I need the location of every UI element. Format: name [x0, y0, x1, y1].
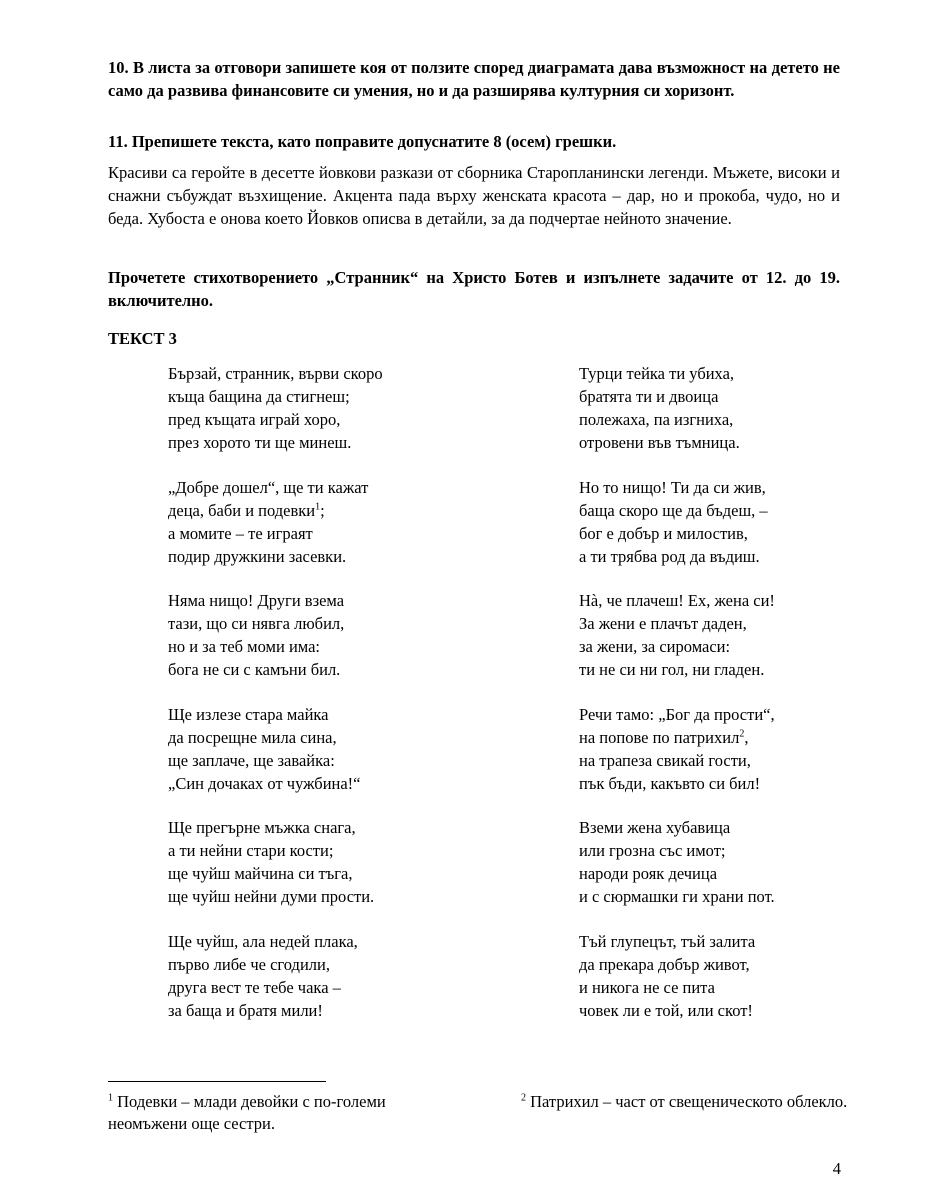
poem-line-text: на трапеза свикай гости, [579, 750, 751, 770]
poem-line-text: къща бащина да стигнеш; [168, 387, 350, 406]
poem-left-column [168, 362, 468, 1043]
poem-line [579, 385, 879, 408]
poem-line-text: а момите – те играят [168, 523, 313, 543]
poem-line-text: деца, баби и подевки [168, 500, 316, 520]
poem-line [579, 816, 879, 839]
poem-line-text: Турци тейка ти убиха, [579, 364, 735, 383]
poem-stanza [168, 362, 468, 454]
task-11: 11. Препишете текста, като поправите допуснатите 8 (осем) грешки. [108, 132, 617, 151]
poem-line [168, 930, 468, 953]
poem-line [579, 522, 879, 545]
poem-line [168, 408, 468, 431]
poem-line [168, 976, 468, 999]
poem-line [579, 749, 879, 772]
poem-line [168, 362, 468, 385]
poem-line [579, 362, 879, 385]
poem-line [579, 885, 879, 908]
poem-line [579, 589, 879, 612]
poem-line [579, 703, 879, 726]
poem-line-text: да посрещне мила сина, [168, 727, 337, 747]
poem-line-text: през хорото ти ще минеш. [168, 433, 352, 452]
page-number: 4 [832, 1159, 841, 1178]
poem-line-text: „Син дочаках от чужбина!“ [168, 773, 361, 793]
poem-line [168, 522, 468, 545]
poem-line-text: или грозна със имот; [579, 841, 726, 860]
poem-line [168, 385, 468, 408]
poem-line-text: а ти нейни стари кости; [168, 841, 334, 860]
poem-line-text: Речи тамо: „Бог да прости“, [579, 704, 775, 724]
poem-line-text: бог е добър и милостив, [579, 523, 748, 543]
poem-line [168, 476, 468, 499]
poem-line-text: Тъй глупецът, тъй залита [579, 931, 756, 951]
footnote-2-text: Патрихил – част от свещеническото облекло. [526, 1092, 848, 1111]
poem-line [579, 476, 879, 499]
poem-line-text: пред къщата играй хоро, [168, 410, 341, 429]
footnote-separator [108, 1081, 326, 1082]
poem-line-text: ти не си ни гол, ни гладен. [579, 660, 765, 679]
poem-stanza [168, 703, 468, 795]
poem-line-text: Бързай, странник, върви скоро [168, 364, 383, 383]
poem-stanza [168, 816, 468, 908]
text-3-heading: ТЕКСТ 3 [108, 329, 177, 348]
poem-line-text: бога не си с камъни бил. [168, 660, 341, 679]
poem-line-text: на попове по патрихил [579, 727, 740, 747]
poem-line [579, 930, 879, 953]
poem-line-text: народи рояк дечица [579, 864, 718, 883]
poem-line [168, 635, 468, 658]
poem-line [579, 635, 879, 658]
poem-stanza [579, 362, 879, 454]
poem-line [579, 839, 879, 862]
punctuation: , [744, 727, 749, 747]
poem-line-text: отровени във тъмница. [579, 433, 740, 452]
footnote-1-number: 1 [108, 1092, 113, 1104]
poem-line [168, 953, 468, 976]
poem-line-text: и с сюрмашки ги храни пот. [579, 887, 775, 906]
poem-stanza [579, 930, 879, 1022]
poem-line-text: Няма нищо! Други взема [168, 591, 345, 610]
poem-line-text: друга вест те тебе чака – [168, 977, 341, 997]
poem-line [579, 976, 879, 999]
poem-line [168, 862, 468, 885]
poem-stanza [168, 589, 468, 681]
poem-line-text: за баща и братя мили! [168, 1000, 323, 1020]
poem-line [579, 999, 879, 1022]
poem-line-text: и никога не се пита [579, 977, 715, 997]
poem-line [168, 816, 468, 839]
poem-stanza [579, 816, 879, 908]
footnote-1 [108, 1091, 438, 1135]
poem-line [168, 703, 468, 726]
footnote-ref-1: 1 [315, 501, 321, 512]
poem-line-text: тази, що си нявга любил, [168, 614, 345, 633]
poem-stanza [168, 930, 468, 1022]
poem-line [168, 772, 468, 795]
poem-line [579, 658, 879, 681]
poem-line-text: „Добре дошел“, ще ти кажат [168, 477, 369, 497]
footnote-2-number: 2 [521, 1092, 526, 1104]
poem-line-text: За жени е плачът даден, [579, 614, 747, 633]
footnote-ref-2: 2 [739, 728, 745, 739]
poem-line-text: баща скоро ще да бъдеш, – [579, 500, 768, 520]
poem-line-text: Нà, че плачеш! Ех, жена си! [579, 591, 775, 610]
poem-line [579, 772, 879, 795]
poem-line [579, 726, 879, 749]
poem-line-text: ще заплаче, ще завайка: [168, 750, 335, 770]
poem-stanza [579, 476, 879, 568]
poem-line-text: Ще чуйш, ала недей плака, [168, 931, 358, 951]
poem-line-text: човек ли е той, или скот! [579, 1000, 753, 1020]
poem-line-text: подир дружкини засевки. [168, 546, 347, 566]
poem-line [168, 431, 468, 454]
poem-line [168, 885, 468, 908]
task-11-text: Красиви са геройте в десетте йовкови разкази от сборника Старопланински легенди. Мъжете, високи и снажни събуждат възхищение. Акцента пада върху женската красота – дар, но и прокоба, чудо, но и беда. Хубоста е онова което Йовков описва в детайли, за да подчертае нейното значение. [108, 163, 840, 228]
poem-line [579, 431, 879, 454]
poem-line [168, 499, 468, 522]
poem-stanza [579, 703, 879, 795]
poem-line-text: Вземи жена хубавица [579, 818, 731, 837]
poem-line-text: Ще излезе стара майка [168, 704, 329, 724]
poem-line-text: братята ти и двоица [579, 387, 719, 406]
poem-line-text: за жени, за сиромаси: [579, 637, 731, 656]
poem-line-text: ще чуйш майчина си тъга, [168, 864, 353, 883]
poem-line [168, 726, 468, 749]
poem-stanza [579, 589, 879, 681]
poem-line-text: Но то нищо! Ти да си жив, [579, 477, 766, 497]
poem-line [168, 658, 468, 681]
poem-instruction: Прочетете стихотворението „Странник“ на Христо Ботев и изпълнете задачите от 12. до 19. включително. [108, 268, 840, 310]
footnote-2 [521, 1091, 851, 1113]
poem-line-text: Ще прегърне мъжка снага, [168, 818, 356, 837]
poem-line [168, 749, 468, 772]
poem-line [579, 862, 879, 885]
poem-line [579, 953, 879, 976]
poem-line [168, 545, 468, 568]
poem-line [579, 612, 879, 635]
poem-line [168, 612, 468, 635]
poem-line-text: полежаха, па изгниха, [579, 410, 734, 429]
poem-right-column [579, 362, 879, 1043]
poem-line-text: да прекара добър живот, [579, 954, 750, 974]
punctuation: ; [320, 500, 325, 520]
poem-line [168, 589, 468, 612]
poem-line [579, 545, 879, 568]
poem-line [168, 999, 468, 1022]
poem-line [579, 499, 879, 522]
poem-line [579, 408, 879, 431]
poem-line-text: пък бъди, какъвто си бил! [579, 773, 761, 793]
poem-line-text: а ти трябва род да въдиш. [579, 546, 760, 566]
poem-line-text: първо либе че сгодили, [168, 954, 330, 974]
poem-line-text: ще чуйш нейни думи прости. [168, 887, 375, 906]
footnote-1-text: Подевки – млади девойки с по-големи неомъжени още сестри. [108, 1092, 386, 1133]
task-10: 10. В листа за отговори запишете коя от ползите според диаграмата дава възможност на детето не само да развива финансовите си умения, но и да разширява културния си хоризонт. [108, 58, 840, 100]
poem-line [168, 839, 468, 862]
poem-stanza [168, 476, 468, 568]
poem-line-text: но и за теб моми има: [168, 637, 321, 656]
